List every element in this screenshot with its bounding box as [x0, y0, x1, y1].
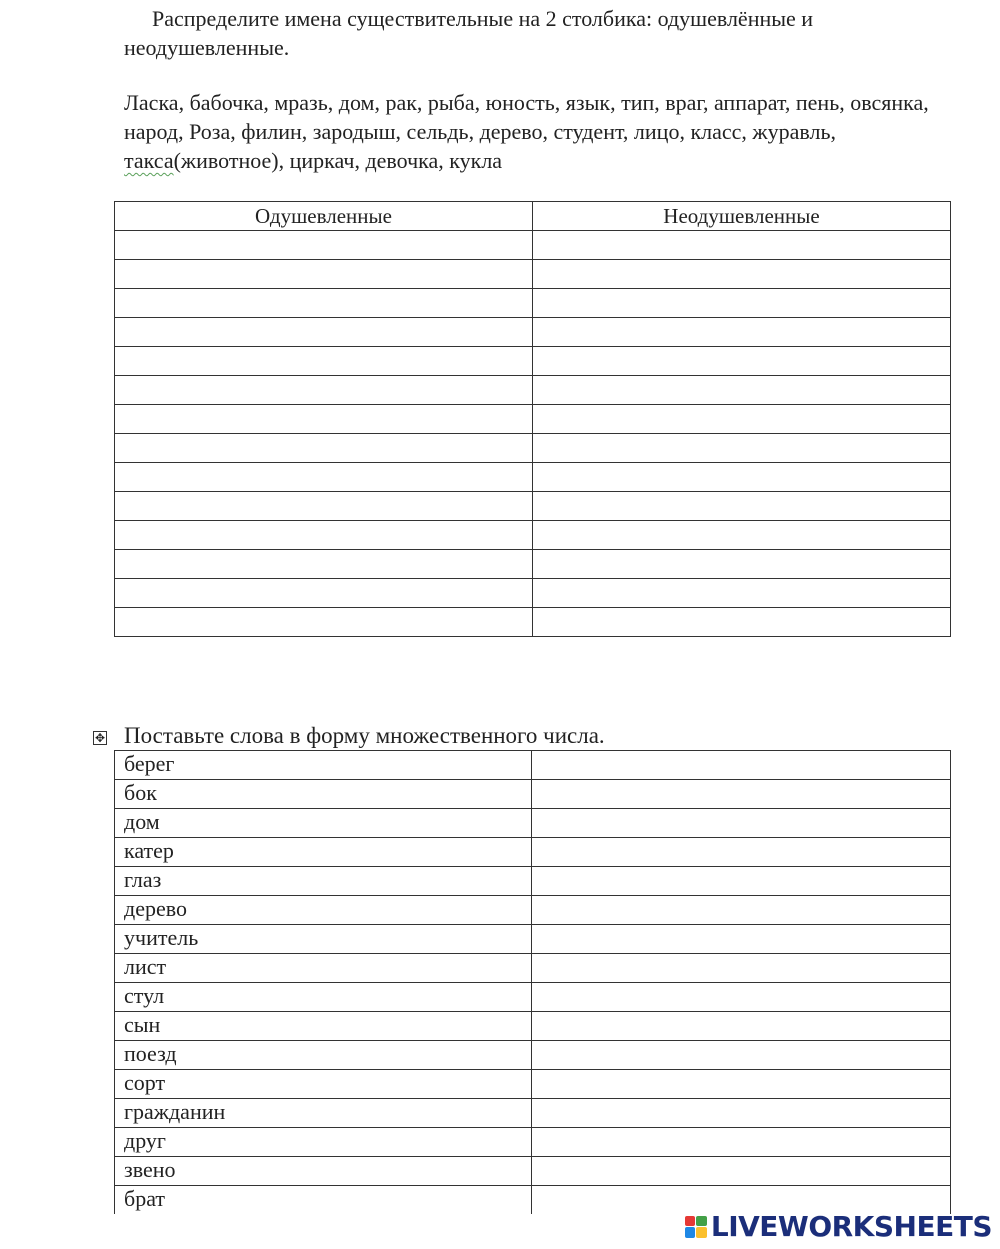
table-row	[115, 231, 951, 260]
animate-answer-cell[interactable]	[115, 492, 533, 521]
singular-word-cell: сын	[115, 1012, 532, 1041]
plural-answer-cell[interactable]	[532, 1012, 951, 1041]
liveworksheets-logo-icon	[685, 1216, 707, 1238]
plural-answer-cell[interactable]	[532, 983, 951, 1012]
inanimate-answer-cell[interactable]	[533, 579, 951, 608]
animate-answer-cell[interactable]	[115, 434, 533, 463]
inanimate-answer-cell[interactable]	[533, 434, 951, 463]
plural-answer-cell[interactable]	[532, 1157, 951, 1186]
table-row	[115, 376, 951, 405]
inanimate-answer-cell[interactable]	[533, 318, 951, 347]
plural-answer-cell[interactable]	[532, 1099, 951, 1128]
animate-answer-cell[interactable]	[115, 318, 533, 347]
plural-answer-cell[interactable]	[532, 1041, 951, 1070]
logo-square	[696, 1227, 707, 1238]
plural-answer-cell[interactable]	[532, 838, 951, 867]
word-list	[124, 88, 964, 175]
singular-word-cell: лист	[115, 954, 532, 983]
inanimate-answer-cell[interactable]	[533, 347, 951, 376]
plural-answer-cell[interactable]	[532, 925, 951, 954]
table-move-handle-icon[interactable]: ✥	[94, 731, 106, 745]
table-row	[115, 780, 951, 809]
plural-table	[114, 750, 951, 1214]
task1-instruction-text: Распределите имена существительные на 2 столбика: одушевлённые и неодушевленные.	[124, 6, 814, 60]
animate-answer-cell[interactable]	[115, 376, 533, 405]
word-list-part2: (животное), циркач, девочка, кукла	[173, 148, 503, 173]
animate-answer-cell[interactable]	[115, 347, 533, 376]
table-header-row	[115, 202, 951, 231]
singular-word-cell: гражданин	[115, 1099, 532, 1128]
table-row	[115, 318, 951, 347]
singular-word-cell: учитель	[115, 925, 532, 954]
plural-answer-cell[interactable]	[532, 780, 951, 809]
plural-answer-cell[interactable]	[532, 867, 951, 896]
plural-answer-cell[interactable]	[532, 954, 951, 983]
animate-answer-cell[interactable]	[115, 608, 533, 637]
table-row	[115, 463, 951, 492]
task1-instruction	[124, 4, 954, 62]
table-row	[115, 751, 951, 780]
table-row	[115, 983, 951, 1012]
animate-answer-cell[interactable]	[115, 550, 533, 579]
table-row	[115, 347, 951, 376]
animate-answer-cell[interactable]	[115, 463, 533, 492]
inanimate-answer-cell[interactable]	[533, 376, 951, 405]
task2-instruction: Поставьте слова в форму множественного числа.	[124, 723, 605, 748]
table-row	[115, 838, 951, 867]
animate-answer-cell[interactable]	[115, 405, 533, 434]
plural-answer-cell[interactable]	[532, 1070, 951, 1099]
table-row	[115, 809, 951, 838]
table-row	[115, 289, 951, 318]
table-row	[115, 434, 951, 463]
inanimate-answer-cell[interactable]	[533, 608, 951, 637]
table-row	[115, 1157, 951, 1186]
animate-answer-cell[interactable]	[115, 231, 533, 260]
singular-word-cell: сорт	[115, 1070, 532, 1099]
animate-answer-cell[interactable]	[115, 289, 533, 318]
inanimate-answer-cell[interactable]	[533, 260, 951, 289]
word-list-spellcheck-word: такса	[124, 148, 174, 173]
animate-answer-cell[interactable]	[115, 521, 533, 550]
singular-word-cell: дом	[115, 809, 532, 838]
table-row	[115, 550, 951, 579]
table-row	[115, 1128, 951, 1157]
table-row	[115, 260, 951, 289]
inanimate-answer-cell[interactable]	[533, 405, 951, 434]
table-row	[115, 1099, 951, 1128]
animate-answer-cell[interactable]	[115, 260, 533, 289]
table-row	[115, 608, 951, 637]
logo-square	[685, 1216, 696, 1227]
table-row	[115, 1070, 951, 1099]
singular-word-cell: берег	[115, 751, 532, 780]
animate-answer-cell[interactable]	[115, 579, 533, 608]
inanimate-answer-cell[interactable]	[533, 550, 951, 579]
table-row	[115, 521, 951, 550]
plural-answer-cell[interactable]	[532, 896, 951, 925]
inanimate-answer-cell[interactable]	[533, 492, 951, 521]
singular-word-cell: поезд	[115, 1041, 532, 1070]
brand-text: LIVEWORKSHEETS	[710, 1210, 992, 1243]
header-animate: Одушевленные	[115, 202, 533, 231]
animate-inanimate-table	[114, 201, 951, 637]
liveworksheets-brand	[685, 1210, 992, 1243]
singular-word-cell: дерево	[115, 896, 532, 925]
word-list-part1: Ласка, бабочка, мразь, дом, рак, рыба, юность, язык, тип, враг, аппарат, пень, овсянка, народ, Роза, филин, зародыш, сельдь, дерево, студент, лицо, класс, журавль,	[124, 90, 929, 144]
singular-word-cell: друг	[115, 1128, 532, 1157]
singular-word-cell: стул	[115, 983, 532, 1012]
plural-answer-cell[interactable]	[532, 751, 951, 780]
table-row	[115, 954, 951, 983]
singular-word-cell: брат	[115, 1186, 532, 1215]
table-row	[115, 867, 951, 896]
inanimate-answer-cell[interactable]	[533, 521, 951, 550]
plural-answer-cell[interactable]	[532, 809, 951, 838]
table-row	[115, 1041, 951, 1070]
table-row	[115, 1012, 951, 1041]
inanimate-answer-cell[interactable]	[533, 231, 951, 260]
logo-square	[685, 1227, 696, 1238]
inanimate-answer-cell[interactable]	[533, 463, 951, 492]
plural-answer-cell[interactable]	[532, 1128, 951, 1157]
header-inanimate: Неодушевленные	[533, 202, 951, 231]
singular-word-cell: глаз	[115, 867, 532, 896]
singular-word-cell: звено	[115, 1157, 532, 1186]
table-row	[115, 492, 951, 521]
singular-word-cell: катер	[115, 838, 532, 867]
singular-word-cell: бок	[115, 780, 532, 809]
table-row	[115, 405, 951, 434]
table-row	[115, 925, 951, 954]
inanimate-answer-cell[interactable]	[533, 289, 951, 318]
table-row	[115, 579, 951, 608]
table-row	[115, 896, 951, 925]
logo-square	[696, 1216, 707, 1227]
